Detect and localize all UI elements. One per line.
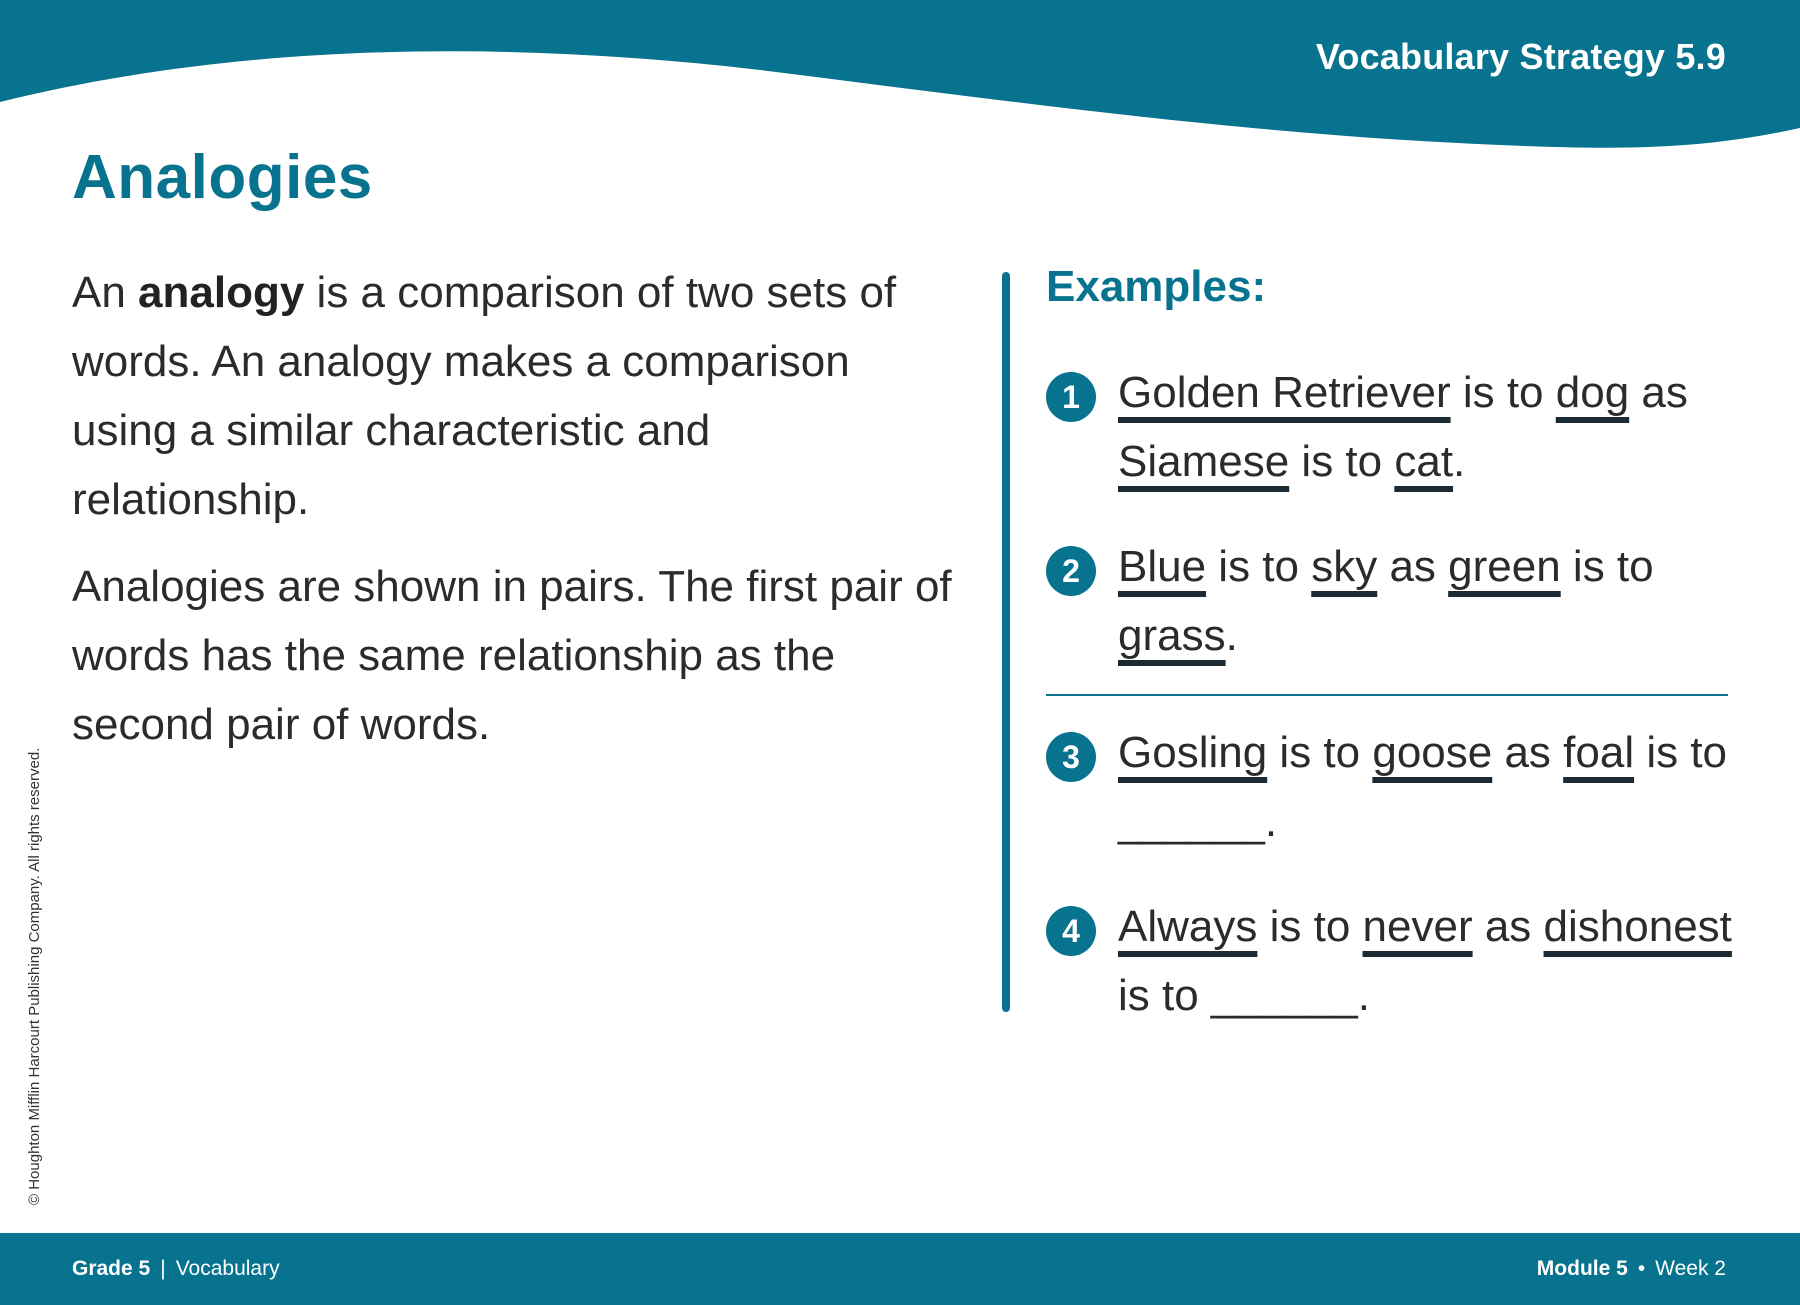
analogy-connector-text: as bbox=[1377, 542, 1449, 591]
example-item bbox=[1046, 532, 1736, 670]
analogy-connector-text: is to ______. bbox=[1118, 971, 1370, 1020]
analogy-keyword: Golden Retriever bbox=[1118, 368, 1451, 417]
number-badge: 1 bbox=[1046, 372, 1096, 422]
examples-heading: Examples: bbox=[1046, 262, 1267, 311]
analogy-keyword: green bbox=[1448, 542, 1561, 591]
analogy-keyword: Always bbox=[1118, 902, 1258, 951]
analogy-keyword: grass bbox=[1118, 611, 1226, 660]
analogy-keyword: dishonest bbox=[1543, 902, 1732, 951]
column-divider bbox=[1002, 272, 1010, 1012]
footer-bullet: • bbox=[1637, 1257, 1646, 1280]
analogy-connector-text: is to bbox=[1267, 728, 1373, 777]
intro-paragraph-2: Analogies are shown in pairs. The first pair of words has the same relationship as the second pair of words. bbox=[72, 562, 952, 749]
module-label: Module 5 bbox=[1536, 1257, 1628, 1280]
analogy-keyword: Blue bbox=[1118, 542, 1207, 591]
analogy-connector-text: . bbox=[1453, 437, 1466, 486]
analogy-connector-text: . bbox=[1225, 611, 1238, 660]
subject-label: Vocabulary bbox=[175, 1257, 280, 1280]
intro-text-lead: An bbox=[72, 268, 139, 317]
analogy-keyword: sky bbox=[1311, 542, 1378, 591]
strategy-label: Vocabulary Strategy 5.9 bbox=[1315, 36, 1726, 77]
intro-text bbox=[72, 258, 952, 777]
analogy-keyword: cat bbox=[1394, 437, 1454, 486]
copyright-notice: © Houghton Mifflin Harcourt Publishing Company. All rights reserved. bbox=[26, 747, 43, 1205]
analogy-connector-text: is to bbox=[1560, 542, 1654, 591]
page-title: Analogies bbox=[72, 143, 373, 212]
footer-separator: | bbox=[160, 1257, 166, 1280]
analogy-keyword: dog bbox=[1555, 368, 1630, 417]
analogy-keyword: foal bbox=[1563, 728, 1635, 777]
analogy-keyword: Siamese bbox=[1118, 437, 1290, 486]
week-label: Week 2 bbox=[1655, 1257, 1726, 1280]
number-badge: 2 bbox=[1046, 546, 1096, 596]
footer-right bbox=[1537, 1257, 1726, 1281]
analogy-connector-text: is to bbox=[1450, 368, 1556, 417]
example-item bbox=[1046, 358, 1736, 496]
footer-bar bbox=[0, 1233, 1800, 1305]
example-text bbox=[1118, 358, 1736, 496]
analogy-keyword: goose bbox=[1372, 728, 1493, 777]
number-badge: 3 bbox=[1046, 732, 1096, 782]
header-wave-banner bbox=[0, 0, 1800, 160]
intro-text-rest: is a comparison of two sets of words. An analogy makes a comparison using a similar characteristic and relationship. bbox=[72, 268, 897, 524]
analogy-keyword: never bbox=[1362, 902, 1473, 951]
footer-left bbox=[72, 1257, 280, 1281]
example-item bbox=[1046, 718, 1736, 856]
analogy-connector-text: as bbox=[1629, 368, 1688, 417]
example-text bbox=[1118, 532, 1736, 670]
analogy-connector-text: as bbox=[1492, 728, 1564, 777]
example-text bbox=[1118, 718, 1736, 856]
analogy-connector-text: is to bbox=[1257, 902, 1363, 951]
analogy-connector-text: is to bbox=[1206, 542, 1312, 591]
number-badge: 4 bbox=[1046, 906, 1096, 956]
example-item bbox=[1046, 892, 1736, 1030]
examples-separator bbox=[1046, 694, 1728, 696]
analogy-keyword: Gosling bbox=[1118, 728, 1268, 777]
grade-label: Grade 5 bbox=[72, 1257, 151, 1280]
intro-paragraph-1 bbox=[72, 258, 952, 534]
key-term: analogy bbox=[138, 268, 305, 317]
analogy-connector-text: is to ______. bbox=[1118, 728, 1728, 846]
example-text bbox=[1118, 892, 1736, 1030]
analogy-connector-text: is to bbox=[1289, 437, 1395, 486]
analogy-connector-text: as bbox=[1472, 902, 1544, 951]
